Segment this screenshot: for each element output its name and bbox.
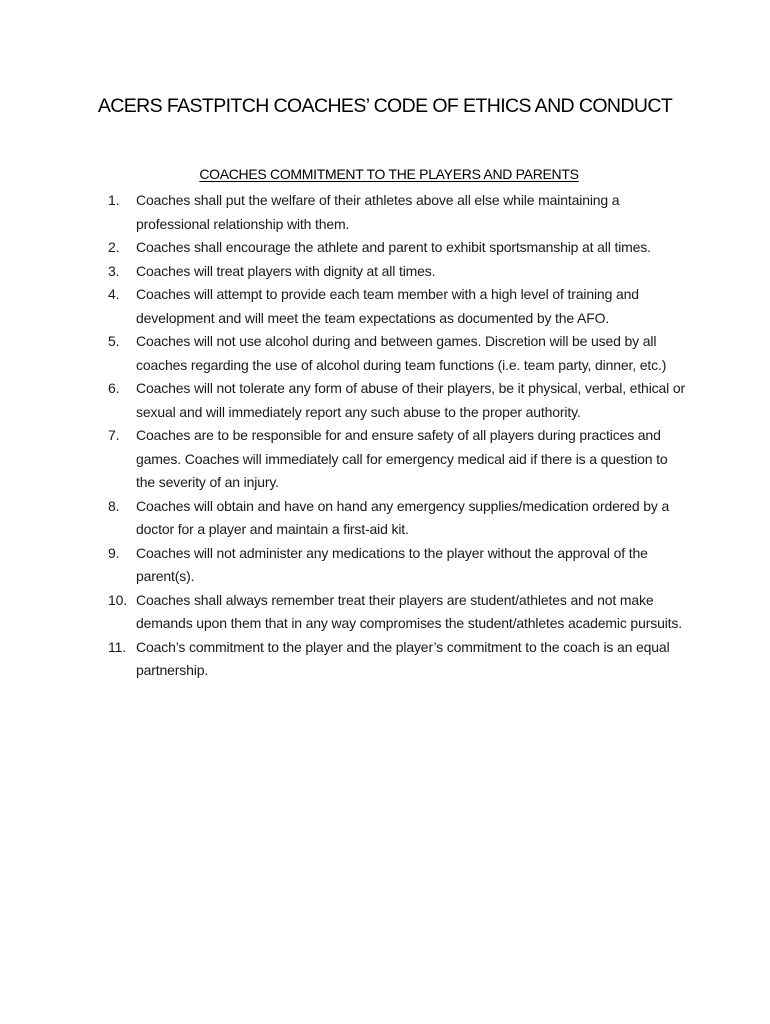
list-item: [108, 495, 688, 542]
list-item-number: 9.: [108, 544, 120, 561]
list-item: [108, 589, 688, 636]
list-item-text: Coaches shall always remember treat their players are student/athletes and not make demands upon them that in any way compromises the student/athletes academic pursuits.: [136, 591, 682, 631]
list-item-text: Coaches shall put the welfare of their athletes above all else while maintaining a professional relationship with them.: [136, 192, 620, 232]
document-title: ACERS FASTPITCH COACHES’ CODE OF ETHICS AND CONDUCT: [97, 95, 673, 117]
list-item-text: Coaches will not use alcohol during and between games. Discretion will be used by all coaches regarding the use of alcohol during team functions (i.e. team party, dinner, etc.): [136, 333, 667, 373]
list-item-number: 6.: [108, 380, 120, 396]
section-heading: COACHES COMMITMENT TO THE PLAYERS AND PARENTS: [199, 166, 579, 182]
list-item-number: 11.: [108, 638, 126, 655]
list-item: [108, 330, 688, 377]
list-item-number: 1.: [108, 192, 120, 208]
list-item: [108, 283, 688, 330]
list-item-text: Coaches are to be responsible for and ensure safety of all players during practices and games. Coaches will immediately call for emergency medical aid if there is a question to the severity of an injury.: [136, 427, 668, 490]
list-item-number: 7.: [108, 427, 120, 443]
list-item-number: 4.: [108, 286, 120, 302]
commitment-list: [108, 189, 688, 683]
list-item: [108, 424, 688, 495]
list-item-number: 2.: [108, 239, 120, 255]
list-item-number: 10.: [108, 591, 128, 608]
list-item: [108, 377, 688, 424]
list-item-number: 3.: [108, 262, 120, 279]
list-item-text: Coaches will attempt to provide each team member with a high level of training and development and will meet the team expectations as documented by the AFO.: [136, 286, 639, 326]
list-item-text: Coaches will not tolerate any form of abuse of their players, be it physical, verbal, ethical or sexual and will immediately report any such abuse to the proper authority.: [136, 380, 685, 420]
list-item-text: Coach’s commitment to the player and the player’s commitment to the coach is an equal partnership.: [136, 638, 670, 678]
list-item-text: Coaches will not administer any medications to the player without the approval of the parent(s).: [136, 544, 648, 584]
list-item-text: Coaches will obtain and have on hand any emergency supplies/medication ordered by a doctor for a player and maintain a first-aid kit.: [136, 497, 670, 537]
list-item-number: 5.: [108, 333, 120, 349]
list-item: [108, 189, 688, 236]
list-item: [108, 260, 688, 284]
list-item-text: Coaches shall encourage the athlete and parent to exhibit sportsmanship at all times.: [136, 239, 651, 255]
list-item: [108, 636, 688, 683]
list-item: [108, 236, 688, 260]
list-item: [108, 542, 688, 589]
list-item-number: 8.: [108, 497, 120, 514]
list-item-text: Coaches will treat players with dignity at all times.: [136, 262, 436, 279]
